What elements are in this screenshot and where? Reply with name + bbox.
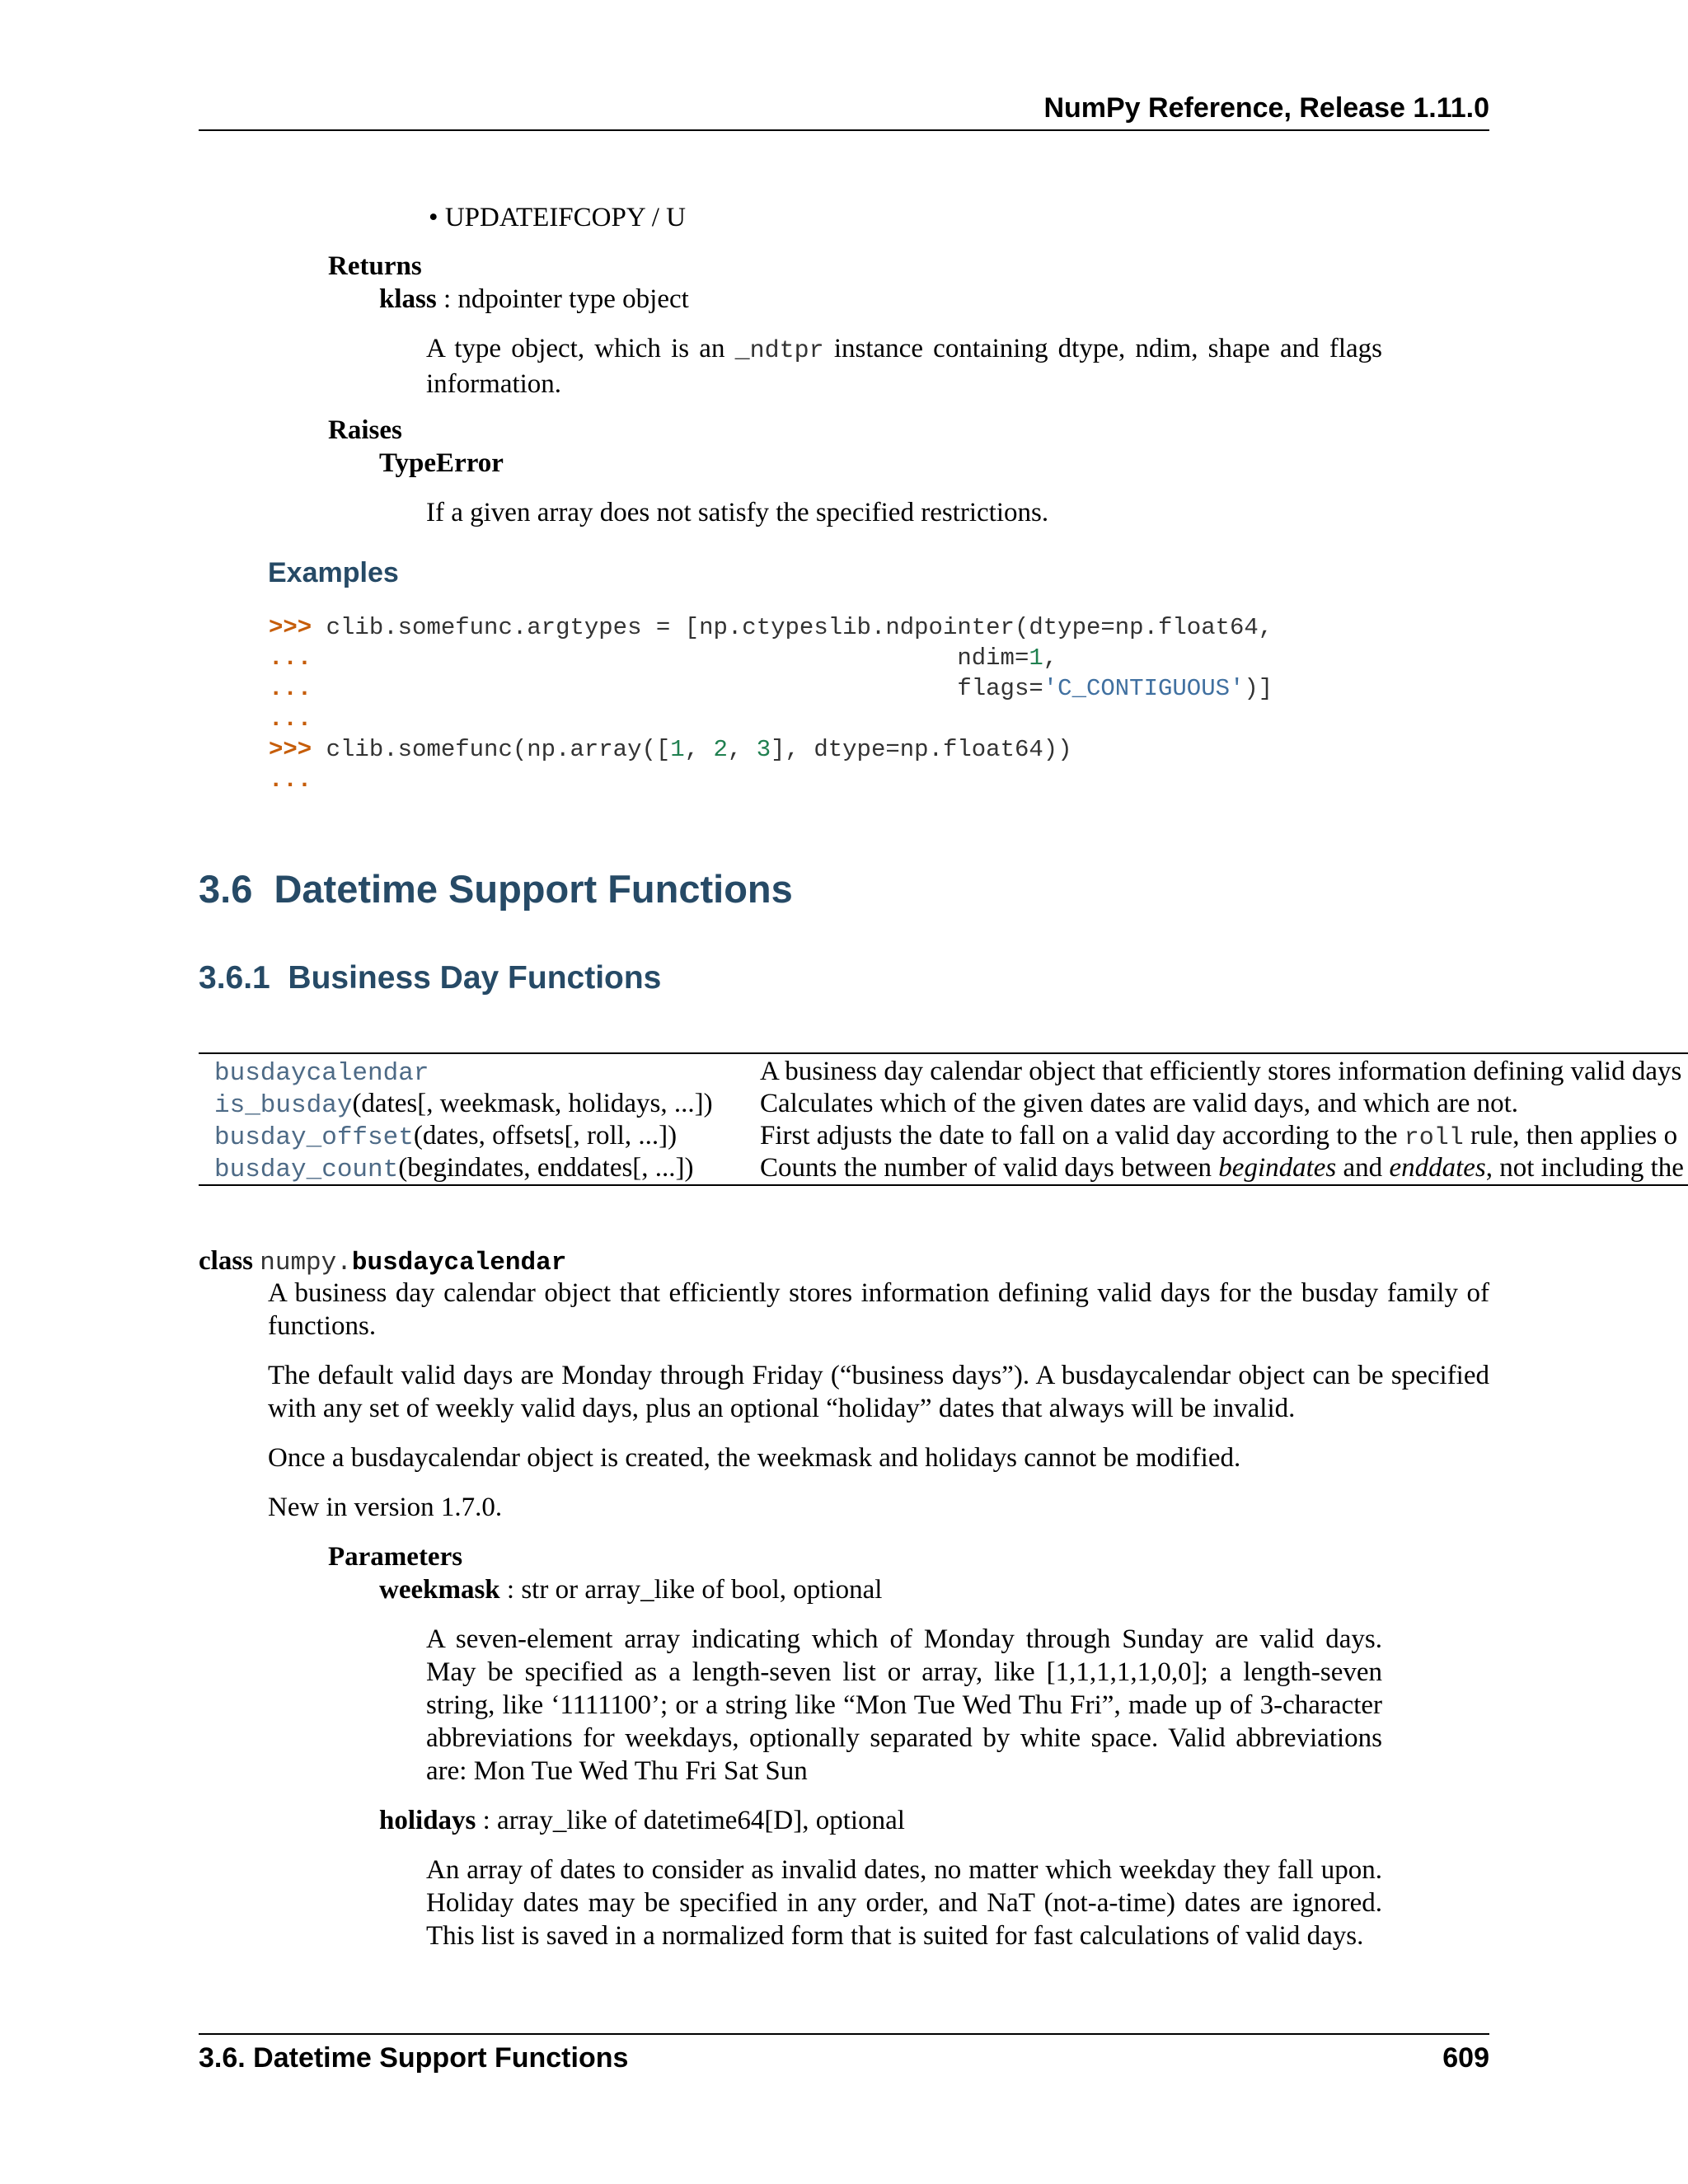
parameters-label: Parameters: [328, 1542, 463, 1572]
code-token: clib.somefunc.argtypes = [np.ctypeslib.ndpointer(dtype=np.float64,: [326, 614, 1273, 641]
desc-text: First adjusts the date to fall on a valid day according to the: [760, 1121, 1404, 1151]
function-link[interactable]: is_busday: [214, 1091, 353, 1120]
class-description-p2: The default valid days are Monday through Friday (“business days”). A busdaycalendar object can be specified with any set of weekly valid days, plus an optional “holiday” dates that always will be invalid.: [268, 1361, 1489, 1423]
subsection-number: 3.6.1: [199, 960, 270, 996]
header-rule: [199, 129, 1489, 131]
code-token: 1: [670, 736, 685, 763]
code-line: [269, 734, 1273, 765]
function-description: A business day calendar object that efficiently stores information defining valid days: [760, 1057, 1682, 1086]
code-prompt: >>>: [269, 736, 326, 763]
table-row: [214, 1151, 694, 1187]
function-args: (dates[, weekmask, holidays, ...]): [352, 1089, 713, 1118]
subsection-title: Business Day Functions: [288, 960, 662, 996]
raises-label: Raises: [328, 415, 402, 445]
param-name: holidays: [379, 1806, 476, 1835]
function-link[interactable]: busdaycalendar: [214, 1059, 429, 1088]
desc-text-2: rule, then applies o: [1463, 1121, 1678, 1151]
code-token: ,: [727, 736, 757, 763]
returns-desc-text: A type object, which is an: [426, 334, 735, 363]
class-description-p1: A business day calendar object that efficiently stores information defining valid days for the busday family of functions.: [268, 1278, 1489, 1341]
running-header: NumPy Reference, Release 1.11.0: [1043, 92, 1489, 124]
class-keyword: class: [199, 1246, 253, 1276]
desc-text: Counts the number of valid days between: [760, 1153, 1219, 1183]
function-description: Calculates which of the given dates are valid days, and which are not.: [760, 1089, 1519, 1118]
class-module: numpy.: [260, 1249, 352, 1277]
returns-description: [426, 332, 1382, 401]
examples-heading: Examples: [268, 557, 399, 588]
code-line: [269, 643, 1273, 673]
function-link[interactable]: busday_count: [214, 1155, 399, 1184]
footer-section: 3.6. Datetime Support Functions: [199, 2042, 629, 2074]
code-token: ], dtype=np.float64)): [771, 736, 1072, 763]
code-prompt: ...: [269, 675, 312, 702]
code-token: 3: [756, 736, 771, 763]
param-holidays-description: An array of dates to consider as invalid dates, no matter which weekday they fall upon. Holiday dates may be specified in any order, and NaT (not-a-time) dates are ignored. This list is saved in a normalized form that is suited for fast calculations of valid days.: [426, 1855, 1382, 1951]
class-signature: [199, 1244, 566, 1280]
desc-emphasis-2: enddates: [1389, 1153, 1486, 1183]
returns-param-name: klass: [379, 284, 437, 314]
code-prompt: >>>: [269, 614, 326, 641]
code-line: [269, 765, 1273, 795]
function-link[interactable]: busday_offset: [214, 1123, 414, 1152]
code-token: 2: [713, 736, 728, 763]
bullet-icon: •: [429, 203, 445, 232]
returns-param-type: : ndpointer type object: [436, 284, 689, 314]
code-token: clib.somefunc(np.array([: [326, 736, 671, 763]
section-heading: [199, 866, 793, 912]
section-number: 3.6: [199, 867, 253, 911]
code-token: ,: [684, 736, 714, 763]
returns-desc-code: _ndtpr: [734, 337, 824, 365]
desc-text-2: and: [1336, 1153, 1390, 1183]
code-token: ,: [1043, 644, 1058, 672]
param-name: weekmask: [379, 1575, 500, 1605]
code-token: 1: [1029, 644, 1043, 672]
param-type: : array_like of datetime64[D], optional: [476, 1806, 905, 1835]
table-bottom-rule: [199, 1184, 1688, 1186]
code-prompt: ...: [269, 644, 312, 672]
flags-list-item: [429, 201, 686, 234]
param-weekmask-description: A seven-element array indicating which of Monday through Sunday are valid days. May be specified as a length-seven list or array, like [1,1,1,1,1,0,0]; a length-seven string, like ‘1111100’; or a string like “Mon Tue Wed Thu Fri”, made up of 3-character abbreviations for weekdays, optionally separated by white space. Valid abbreviations are: Mon Tue Wed Thu Fri Sat Sun: [426, 1624, 1382, 1786]
returns-param: [379, 283, 689, 316]
table-row: [214, 1055, 429, 1090]
function-description: [760, 1151, 1684, 1184]
version-note: New in version 1.7.0.: [268, 1493, 503, 1522]
returns-desc-text-2: instance containing dtype, ndim, shape and flags information.: [426, 334, 1382, 399]
table-row: [214, 1119, 677, 1155]
footer-rule: [199, 2033, 1489, 2035]
returns-label: Returns: [328, 251, 422, 281]
table-top-rule: [199, 1052, 1688, 1054]
raises-description: If a given array does not satisfy the specified restrictions.: [426, 498, 1049, 527]
function-args: (begindates, enddates[, ...]): [398, 1153, 694, 1183]
code-line: [269, 704, 1273, 734]
code-token: flags=: [312, 675, 1043, 702]
param-weekmask: [379, 1573, 882, 1606]
class-name: busdaycalendar: [351, 1249, 567, 1277]
function-args: (dates, offsets[, roll, ...]): [413, 1121, 678, 1151]
raises-error: TypeError: [379, 448, 504, 478]
desc-text-3: , not including the: [1485, 1153, 1684, 1183]
code-line: [269, 673, 1273, 704]
code-token: ndim=: [312, 644, 1029, 672]
table-row: [214, 1087, 713, 1122]
code-prompt: ...: [269, 766, 312, 794]
page-number: 609: [1442, 2042, 1489, 2074]
function-description: [760, 1119, 1677, 1155]
param-type: : str or array_like of bool, optional: [499, 1575, 883, 1605]
code-token: 'C_CONTIGUOUS': [1043, 675, 1245, 702]
examples-code-block: [269, 612, 1273, 795]
class-description-p3: Once a busdaycalendar object is created, the weekmask and holidays cannot be modified.: [268, 1443, 1241, 1473]
param-holidays: [379, 1804, 905, 1837]
flag-text: UPDATEIFCOPY / U: [444, 203, 686, 232]
subsection-heading: [199, 960, 661, 996]
section-title: Datetime Support Functions: [274, 867, 793, 911]
code-line: [269, 612, 1273, 643]
code-token: )]: [1244, 675, 1273, 702]
desc-code: roll: [1404, 1124, 1464, 1152]
desc-emphasis: begindates: [1218, 1153, 1337, 1183]
code-prompt: ...: [269, 705, 312, 733]
